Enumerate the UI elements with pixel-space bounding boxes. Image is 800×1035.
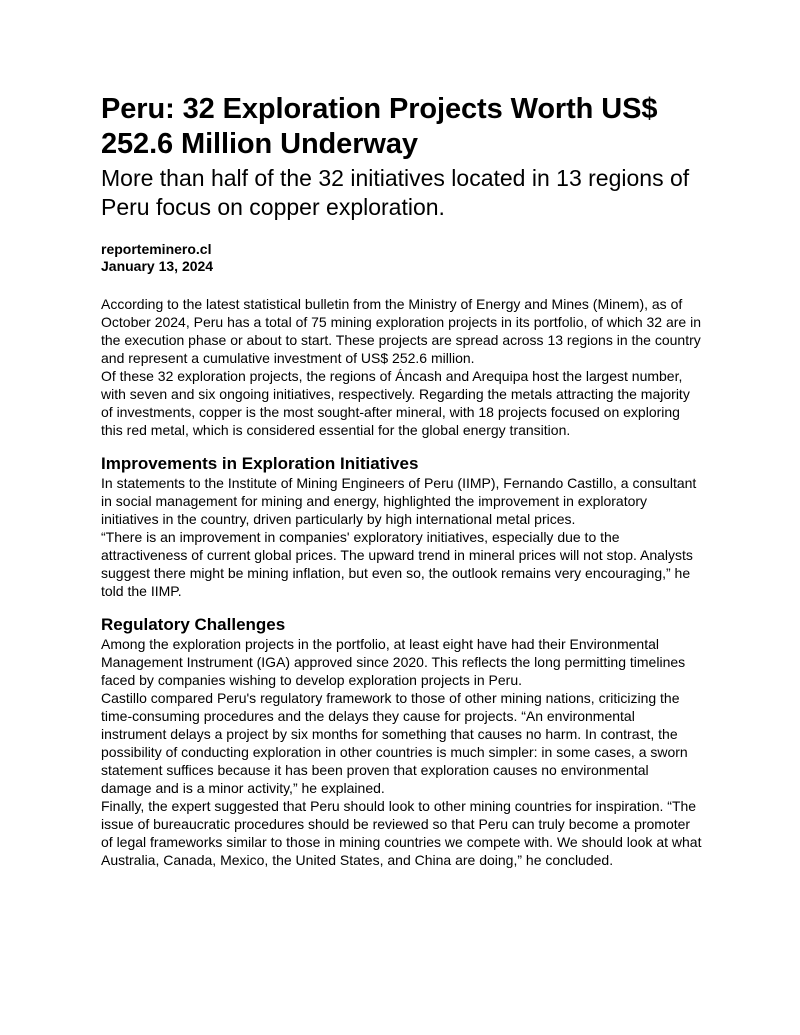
article-date: January 13, 2024 <box>101 258 214 274</box>
section-paragraph: Among the exploration projects in the portfolio, at least eight have had their Environmental Management Instrument (IGA) approved since 2020. This reflects the long permitting timelines faced by companies wishing to develop exploration projects in Peru. <box>101 636 686 688</box>
article <box>101 92 703 869</box>
intro-paragraph: Of these 32 exploration projects, the regions of Áncash and Arequipa host the largest number, with seven and six ongoing initiatives, respectively. Regarding the metals attracting the majority of investments, copper is the most sought-after mineral, with 18 projects focused on exploring this red metal, which is considered essential for the global energy transition. <box>101 368 690 438</box>
section-heading: Regulatory Challenges <box>101 615 286 634</box>
section-regulatory <box>101 615 703 869</box>
section-improvements <box>101 454 703 600</box>
article-meta <box>101 241 703 275</box>
article-title: Peru: 32 Exploration Projects Worth US$ 252.6 Million Underway <box>101 93 658 160</box>
section-paragraph: Castillo compared Peru's regulatory framework to those of other mining nations, criticizing the time-consuming procedures and the delays they cause for projects. “An environmental instrument delays a project by six months for something that causes no harm. In contrast, the possibility of conducting exploration in other countries is much simpler: in some cases, a sworn statement suffices because it has been proven that exploration causes no environmental damage and is a minor activity,” he explained. <box>101 690 688 796</box>
section-heading: Improvements in Exploration Initiatives <box>101 454 419 473</box>
article-subtitle: More than half of the 32 initiatives located in 13 regions of Peru focus on copper exploration. <box>101 165 690 220</box>
section-paragraph: Finally, the expert suggested that Peru should look to other mining countries for inspiration. “The issue of bureaucratic procedures should be reviewed so that Peru can truly become a promoter of legal frameworks similar to those in mining countries we compete with. We should look at what Australia, Canada, Mexico, the United States, and China are doing,” he concluded. <box>101 798 702 868</box>
article-source: reporteminero.cl <box>101 241 212 257</box>
intro-paragraph: According to the latest statistical bulletin from the Ministry of Energy and Mines (Minem), as of October 2024, Peru has a total of 75 mining exploration projects in its portfolio, of which 32 are in the execution phase or about to start. These projects are spread across 13 regions in the country and represent a cumulative investment of US$ 252.6 million. <box>101 296 702 366</box>
intro <box>101 295 703 439</box>
section-paragraph: In statements to the Institute of Mining Engineers of Peru (IIMP), Fernando Castillo, a consultant in social management for mining and energy, highlighted the improvement in exploratory initiatives in the country, driven particularly by high international metal prices. <box>101 475 697 527</box>
section-paragraph: “There is an improvement in companies' exploratory initiatives, especially due to the attractiveness of current global prices. The upward trend in mineral prices will not stop. Analysts suggest there might be mining inflation, but even so, the outlook remains very encouraging,” he told the IIMP. <box>101 529 693 599</box>
